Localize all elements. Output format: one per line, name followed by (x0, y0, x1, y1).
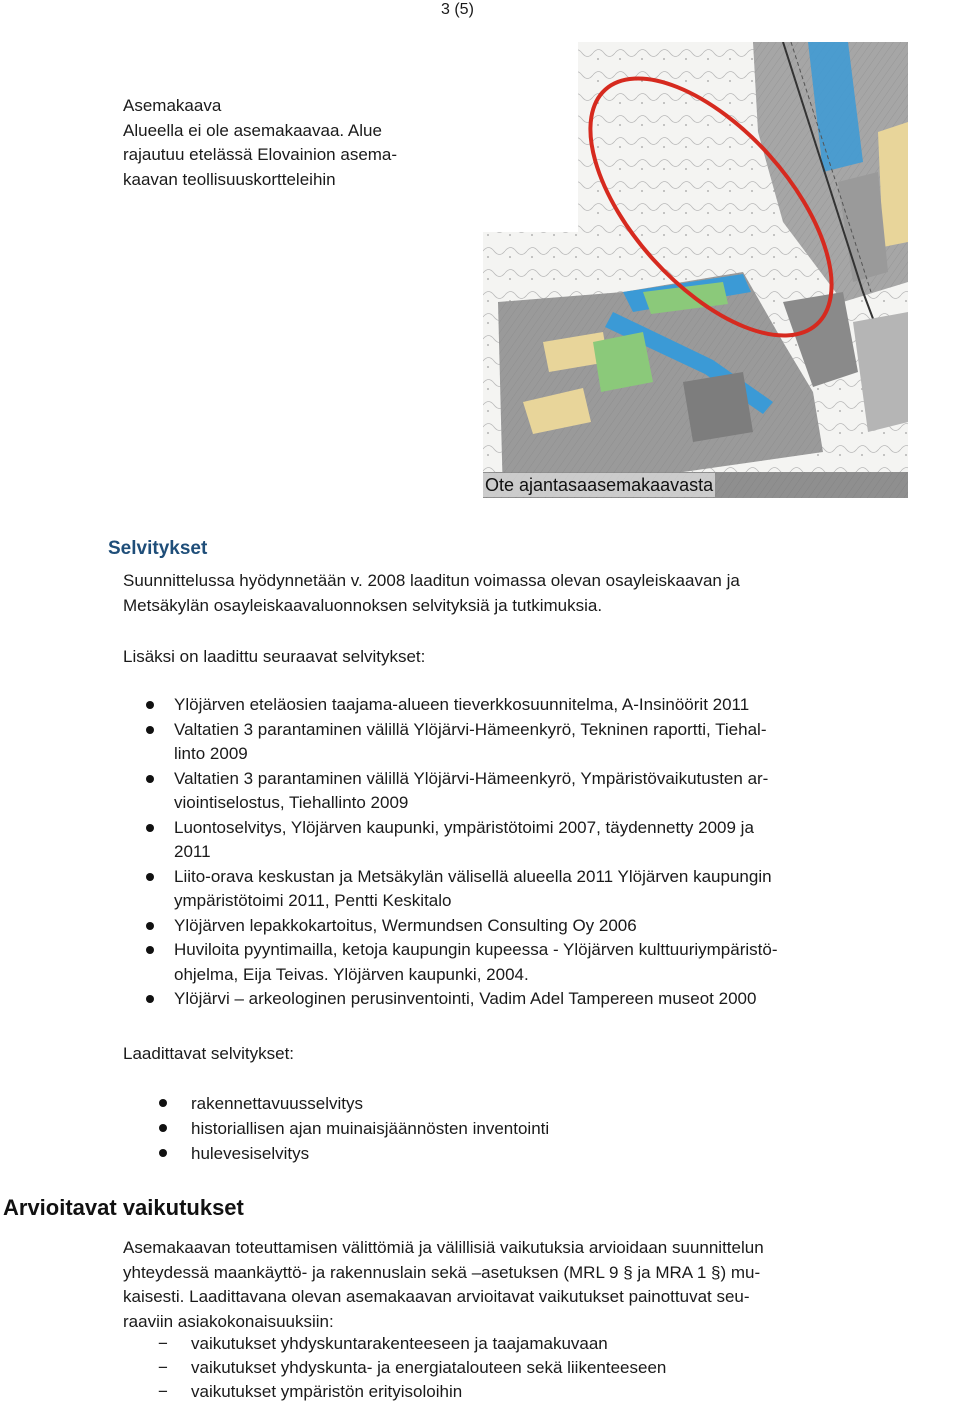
arvioitavat-paragraph (123, 1236, 923, 1334)
list-item (143, 865, 933, 914)
impact-list (158, 1332, 666, 1404)
list-item-line: Liito-orava keskustan ja Metsäkylän välisellä alueella 2011 Ylöjärven kaupungin (174, 866, 772, 886)
list-item (143, 767, 933, 816)
list-item-line: viointiselostus, Tiehallinto 2009 (174, 793, 409, 812)
list-item-line: ympäristötoimi 2011, Pentti Keskitalo (174, 891, 452, 910)
lisaksi-label (123, 645, 923, 670)
zoning-map-excerpt (483, 42, 908, 498)
list-item-line: Ylöjärven eteläosien taajama-alueen tieverkkosuunnitelma, A-Insinöörit 2011 (174, 695, 750, 714)
dash-marker: − (158, 1358, 168, 1377)
paragraph-line: raaviin asiakokonaisuuksiin: (123, 1311, 334, 1331)
zoning-map-graphic (483, 42, 908, 498)
laadittavat-label (123, 1042, 923, 1067)
asemakaava-intro (123, 94, 463, 192)
list-item: rakennettavuusselvitys (158, 1091, 549, 1116)
list-item (143, 816, 933, 865)
list-item-line: ohjelma, Eija Teivas. Ylöjärven kaupunki, 2004. (174, 964, 529, 984)
list-item-line: Valtatien 3 parantaminen välillä Ylöjärvi-Hämeenkyrö, Ympäristövaikutusten ar- (174, 768, 769, 788)
lisaksi-text: Lisäksi on laadittu seuraavat selvitykset: (123, 647, 426, 666)
intro-line: Alueella ei ole asemakaavaa. Alue (123, 120, 382, 140)
list-item (143, 938, 933, 987)
list-item-line: 2011 (174, 842, 211, 861)
list-item-text: vaikutukset yhdyskunta- ja energiatalouteen sekä liikenteeseen (191, 1358, 667, 1377)
planned-studies-list (158, 1091, 549, 1166)
selvitykset-intro (123, 569, 923, 618)
intro-line: rajautuu etelässä Elovainion asema- (123, 145, 398, 164)
list-item-line: Huviloita pyyntimailla, ketoja kaupungin kupeessa - Ylöjärven kulttuuriympäristö- (174, 940, 778, 959)
list-item (158, 1356, 666, 1380)
list-item (143, 718, 933, 767)
dash-marker: − (158, 1382, 168, 1401)
list-item-text: vaikutukset ympäristön erityisoloihin (191, 1382, 463, 1401)
completed-studies-list (143, 693, 933, 1012)
blank-corner (483, 42, 578, 232)
green-zone-west (593, 332, 653, 392)
intro-line: kaavan teollisuuskortteleihin (123, 169, 336, 189)
list-item (143, 987, 933, 1012)
list-item (143, 914, 933, 939)
list-item-line: Ylöjärvi – arkeologinen perusinventointi, Vadim Adel Tampereen museot 2000 (174, 989, 757, 1008)
map-caption: Ote ajantasaasemakaavasta (485, 475, 714, 495)
dash-marker: − (158, 1334, 168, 1353)
selvitykset-heading: Selvitykset (108, 538, 208, 559)
list-item-text: vaikutukset yhdyskuntarakenteeseen ja taajamakuvaan (191, 1334, 608, 1353)
arvioitavat-heading: Arvioitavat vaikutukset (3, 1195, 244, 1220)
paragraph-line: Asemakaavan toteuttamisen välittömiä ja välillisiä vaikutuksia arvioidaan suunnittelun (123, 1238, 764, 1257)
list-item-line: linto 2009 (174, 744, 248, 763)
laadittavat-text: Laadittavat selvitykset: (123, 1044, 295, 1063)
list-item: hulevesiselvitys (158, 1141, 549, 1166)
selvitykset-intro-line: Metsäkylän osayleiskaavaluonnoksen selvityksiä ja tutkimuksia. (123, 595, 603, 615)
list-item-line: Luontoselvitys, Ylöjärven kaupunki, ympäristötoimi 2007, täydennetty 2009 ja (174, 817, 754, 837)
selvitykset-intro-line: Suunnittelussa hyödynnetään v. 2008 laaditun voimassa olevan osayleiskaavan ja (123, 571, 740, 590)
list-item (158, 1332, 666, 1356)
list-item: historiallisen ajan muinaisjäännösten inventointi (158, 1116, 549, 1141)
list-item (143, 693, 933, 718)
list-item-line: Ylöjärven lepakkokartoitus, Wermundsen Consulting Oy 2006 (174, 915, 637, 935)
page-number: 3 (5) (441, 1, 474, 18)
list-item (158, 1380, 666, 1404)
paragraph-line: yhteydessä maankäyttö- ja rakennuslain sekä –asetuksen (MRL 9 § ja MRA 1 §) mu- (123, 1262, 761, 1282)
intro-line: Asemakaava (123, 96, 222, 115)
list-item-line: Valtatien 3 parantaminen välillä Ylöjärvi-Hämeenkyrö, Tekninen raportti, Tiehal- (174, 719, 767, 739)
paragraph-line: kaisesti. Laadittavana olevan asemakaavan arvioitavat vaikutukset painottuvat seu- (123, 1287, 750, 1306)
